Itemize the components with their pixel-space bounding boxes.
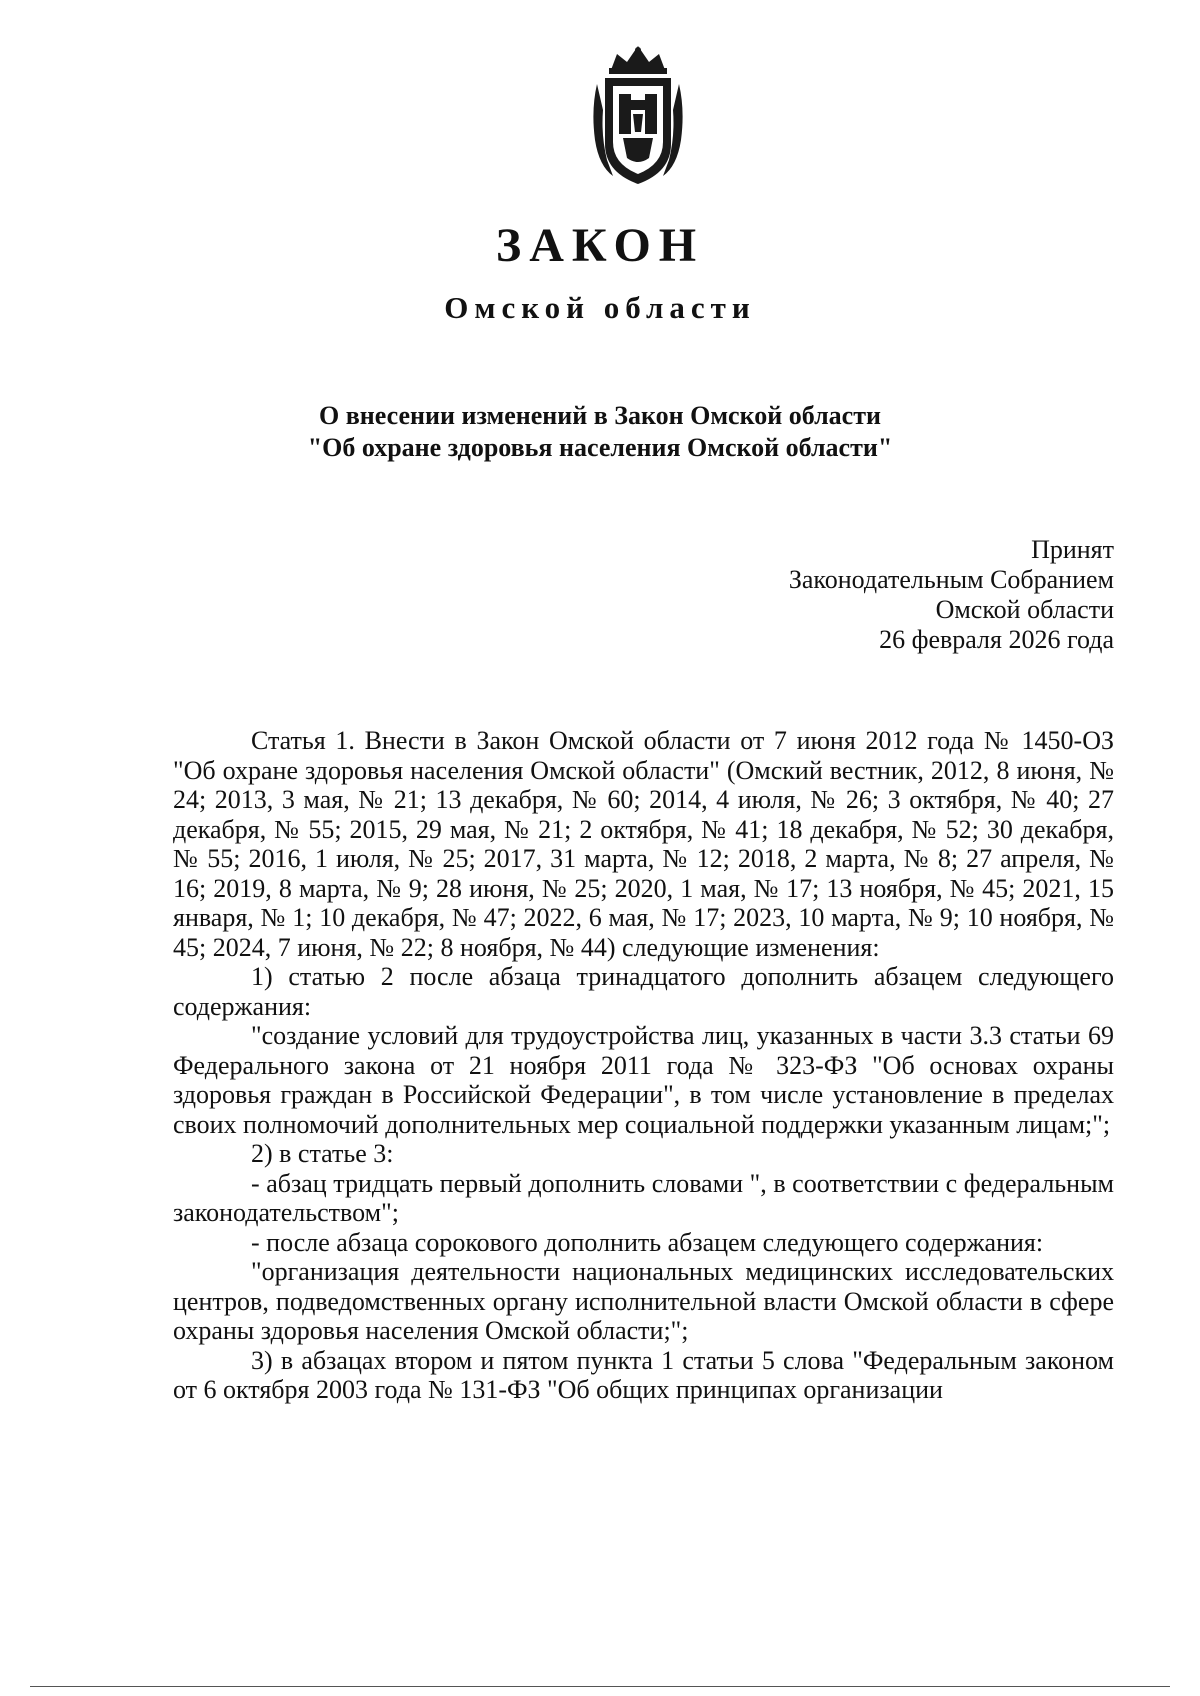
law-heading-line: О внесении изменений в Закон Омской области <box>319 401 881 430</box>
article-paragraph: 1) статью 2 после абзаца тринадцатого дополнить абзацем следующего содержания: <box>173 962 1114 1021</box>
adoption-line: Принят <box>1031 535 1114 564</box>
coat-of-arms-icon <box>583 40 693 190</box>
adoption-date: 26 февраля 2026 года <box>879 625 1114 654</box>
adoption-line: Законодательным Собранием <box>788 565 1114 594</box>
article-paragraph: 3) в абзацах втором и пятом пункта 1 статьи 5 слова "Федеральным законом от 6 октября 2003 года № 131-ФЗ "Об общих принципах организации <box>173 1345 1114 1404</box>
article-paragraph: "организация деятельности национальных медицинских исследовательских центров, подведомственных органу исполнительной власти Омской области в сфере охраны здоровья населения Омской области;"; <box>173 1257 1114 1345</box>
article-paragraph: "создание условий для трудоустройства лиц, указанных в части 3.3 статьи 69 Федерального закона от 21 ноября 2011 года № 323-ФЗ "Об основах охраны здоровья граждан в Российской Федерации", в том числе установление в пределах своих полномочий дополнительных мер социальной поддержки указанным лицам;"; <box>173 1021 1114 1139</box>
article-paragraph: 2) в статье 3: <box>251 1139 394 1168</box>
document-region-subtitle: Омской области <box>444 290 756 325</box>
document-type-title: ЗАКОН <box>495 219 705 272</box>
adoption-line: Омской области <box>935 595 1114 624</box>
page-bottom-rule <box>30 1686 1170 1687</box>
article-paragraph: Статья 1. Внести в Закон Омской области от 7 июня 2012 года № 1450-ОЗ "Об охране здоровья населения Омской области" (Омский вестник, 2012, 8 июня, № 24; 2013, 3 мая, № 21; 13 декабря, № 60; 2014, 4 июля, № 26; 3 октября, № 40; 27 декабря, № 55; 2015, 29 мая, № 21; 2 октября, № 41; 18 декабря, № 52; 30 декабря, № 55; 2016, 1 июля, № 25; 2017, 31 марта, № 12; 2018, 2 марта, № 8; 27 апреля, № 16; 2019, 8 марта, № 9; 28 июня, № 25; 2020, 1 мая, № 17; 13 ноября, № 45; 2021, 15 января, № 1; 10 декабря, № 47; 2022, 6 мая, № 17; 2023, 10 марта, № 9; 10 ноября, № 45; 2024, 7 июня, № 22; 8 ноября, № 44) следующие изменения: <box>173 726 1114 962</box>
law-heading-line: "Об охране здоровья населения Омской области" <box>307 433 893 462</box>
law-body <box>173 726 1114 1405</box>
article-paragraph: - абзац тридцать первый дополнить словами ", в соответствии с федеральным законодательством"; <box>173 1168 1114 1227</box>
law-heading <box>0 400 1200 464</box>
adoption-block <box>789 535 1114 655</box>
article-paragraph: - после абзаца сорокового дополнить абзацем следующего содержания: <box>251 1227 1044 1257</box>
